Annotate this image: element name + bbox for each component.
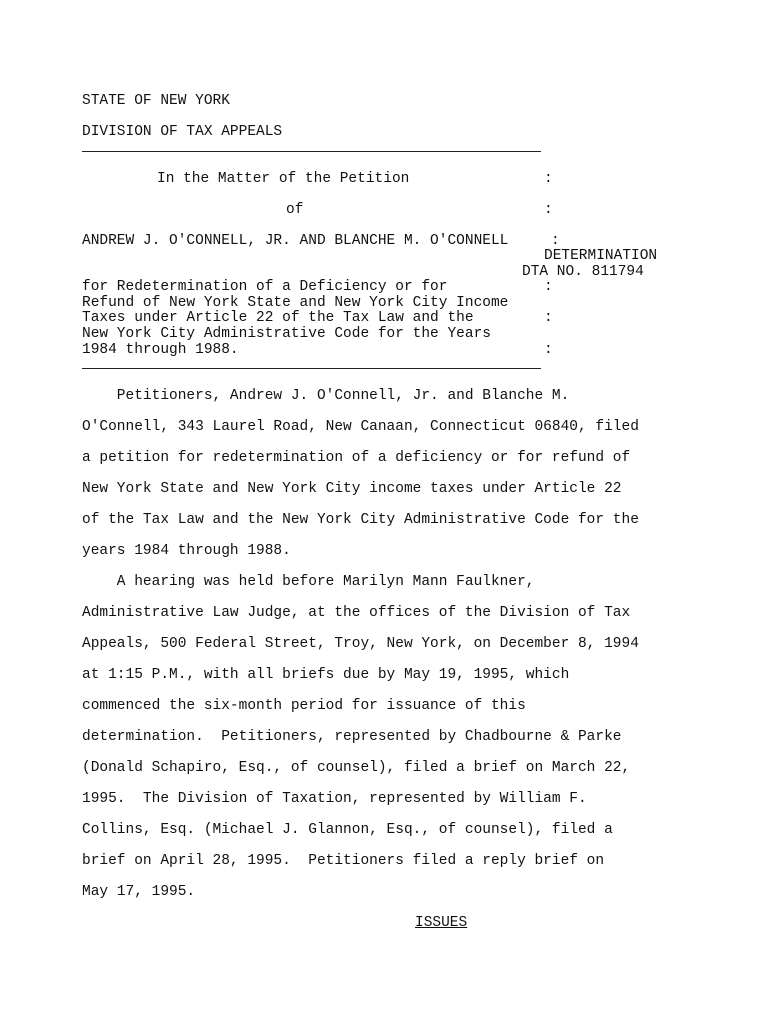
- body-line: years 1984 through 1988.: [82, 543, 291, 559]
- caption-colon: :: [544, 171, 553, 187]
- caption-colon: :: [544, 342, 553, 358]
- caption-of: of: [286, 202, 304, 218]
- body-line: commenced the six-month period for issuance of this: [82, 698, 526, 714]
- determination-label: DETERMINATION: [544, 248, 658, 264]
- caption-description-line: 1984 through 1988.: [82, 342, 239, 358]
- body-line: Administrative Law Judge, at the offices of the Division of Tax: [82, 605, 631, 621]
- caption-top-rule: [82, 151, 541, 152]
- caption-description-line: for Redetermination of a Deficiency or for: [82, 279, 448, 295]
- caption-colon: :: [544, 310, 553, 326]
- body-line: at 1:15 P.M., with all briefs due by May 19, 1995, which: [82, 667, 570, 683]
- body-line: of the Tax Law and the New York City Administrative Code for the: [82, 512, 639, 528]
- caption-bottom-rule: [82, 368, 541, 369]
- caption-description-line: Refund of New York State and New York City Income: [82, 295, 509, 311]
- body-line: (Donald Schapiro, Esq., of counsel), filed a brief on March 22,: [82, 760, 631, 776]
- body-line: 1995. The Division of Taxation, represented by William F.: [82, 791, 587, 807]
- caption-description-line: Taxes under Article 22 of the Tax Law and the: [82, 310, 474, 326]
- caption-colon: :: [544, 279, 553, 295]
- body-line: O'Connell, 343 Laurel Road, New Canaan, Connecticut 06840, filed: [82, 419, 639, 435]
- body-line: A hearing was held before Marilyn Mann Faulkner,: [82, 574, 535, 590]
- issues-heading: ISSUES: [415, 915, 468, 931]
- body-line: brief on April 28, 1995. Petitioners filed a reply brief on: [82, 853, 605, 869]
- caption-description-line: New York City Administrative Code for the Years: [82, 326, 491, 342]
- body-line: Collins, Esq. (Michael J. Glannon, Esq., of counsel), filed a: [82, 822, 613, 838]
- body-line: Appeals, 500 Federal Street, Troy, New York, on December 8, 1994: [82, 636, 639, 652]
- caption-colon: :: [551, 233, 560, 249]
- body-line: a petition for redetermination of a deficiency or for refund of: [82, 450, 631, 466]
- caption-colon: :: [544, 202, 553, 218]
- dta-number: DTA NO. 811794: [522, 264, 644, 280]
- body-line: May 17, 1995.: [82, 884, 196, 900]
- body-line: determination. Petitioners, represented by Chadbourne & Parke: [82, 729, 622, 745]
- body-line: New York State and New York City income taxes under Article 22: [82, 481, 622, 497]
- caption-petitioners: ANDREW J. O'CONNELL, JR. AND BLANCHE M. O'CONNELL: [82, 233, 509, 249]
- body-line: Petitioners, Andrew J. O'Connell, Jr. and Blanche M.: [82, 388, 570, 404]
- division-heading: DIVISION OF TAX APPEALS: [82, 124, 283, 140]
- caption-matter: In the Matter of the Petition: [157, 171, 410, 187]
- state-heading: STATE OF NEW YORK: [82, 93, 230, 109]
